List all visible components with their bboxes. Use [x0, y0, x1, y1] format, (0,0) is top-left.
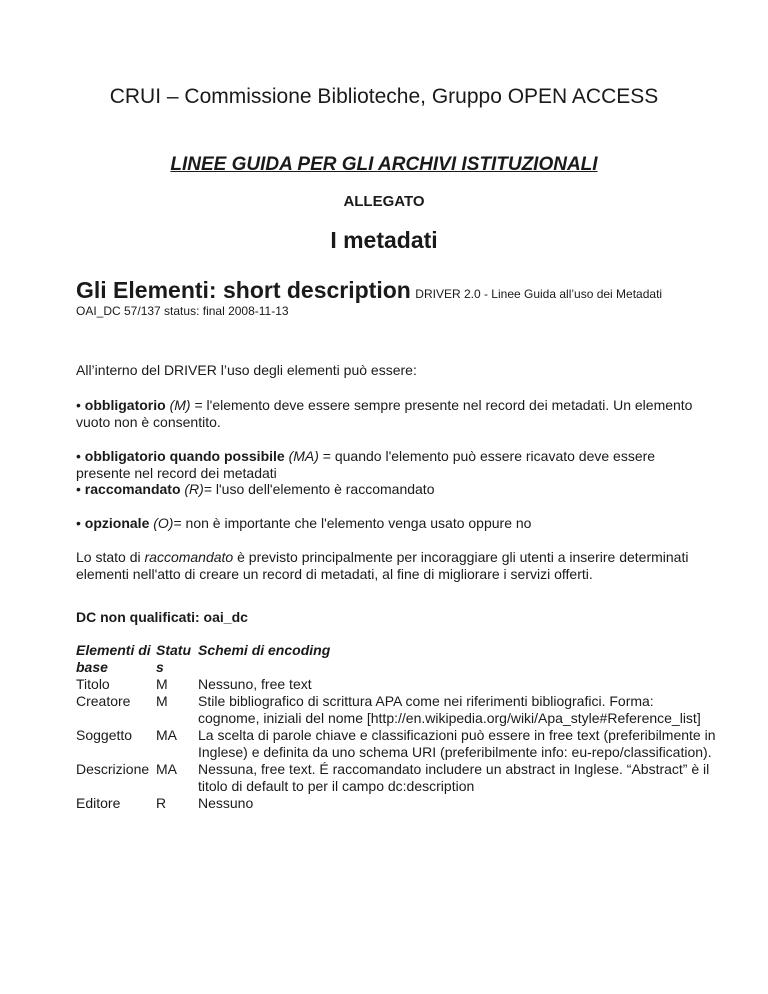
- intro-paragraph: All’interno del DRIVER l’uso degli elementi può essere:: [76, 362, 417, 378]
- bullet: •: [76, 515, 81, 531]
- status-term: opzionale: [84, 515, 150, 531]
- table-header-row: [76, 642, 716, 676]
- allegato-label: ALLEGATO: [343, 193, 425, 210]
- cell-schema: Nessuna, free text. É raccomandato includere un abstract in Inglese. “Abstract” è il titolo di default to per il campo dc:description: [198, 761, 710, 794]
- document-title: LINEE GUIDA PER GLI ARCHIVI ISTITUZIONALI: [170, 154, 598, 175]
- status-item-mandatory-if-applicable: [76, 448, 706, 482]
- recommended-note-paragraph: [76, 549, 706, 583]
- status-description: = l'uso dell'elemento è raccomandato: [203, 481, 435, 497]
- status-term: obbligatorio: [84, 397, 166, 413]
- section-heading-line: [76, 277, 716, 307]
- status-description: = non è importante che l'elemento venga usato oppure no: [173, 515, 532, 531]
- status-term: raccomandato: [84, 481, 181, 497]
- note-text: Lo stato di: [76, 549, 145, 565]
- table-row: [76, 693, 716, 727]
- status-term: obbligatorio quando possibile: [84, 448, 285, 464]
- table-row: [76, 727, 716, 761]
- document-subtitle: I metadati: [330, 227, 438, 253]
- cell-status: M: [156, 693, 168, 709]
- section-reference: DRIVER 2.0 - Linee Guida all’uso dei Metadati: [415, 287, 663, 301]
- cell-schema: Nessuno, free text: [198, 676, 312, 692]
- organization-line: CRUI – Commissione Biblioteche, Gruppo OPEN ACCESS: [109, 85, 659, 108]
- table-title: DC non qualificati: oai_dc: [76, 609, 248, 625]
- table-row: [76, 761, 716, 795]
- cell-element: Descrizione: [76, 761, 150, 777]
- status-item-mandatory: [76, 397, 706, 431]
- cell-element: Editore: [76, 795, 121, 811]
- cell-schema: La scelta di parole chiave e classificazioni può essere in free text (preferibilmente in Inglese) e definita da uno schema URI (preferibilmente info: eu-repo/classification).: [198, 727, 716, 760]
- status-description: = l'elemento deve essere sempre presente nel record dei metadati. Un elemento vuoto non è consentito.: [76, 397, 693, 430]
- note-text: è previsto principalmente per incoraggiare gli utenti a inserire determinati elementi nell'atto di creare un record di metadati, al fine di migliorare i servizi offerti.: [76, 549, 689, 582]
- header-status: Statu s: [156, 642, 191, 675]
- section-heading: Gli Elementi: short description: [76, 277, 411, 303]
- status-code: (O): [153, 515, 174, 531]
- cell-schema: Nessuno: [198, 795, 254, 811]
- bullet: •: [76, 481, 81, 497]
- elements-table: [76, 642, 716, 812]
- cell-element: Creatore: [76, 693, 131, 709]
- cell-status: R: [156, 795, 167, 811]
- status-code: (R): [184, 481, 204, 497]
- bullet: •: [76, 397, 81, 413]
- status-item-optional: [76, 515, 706, 532]
- table-row: [76, 795, 716, 812]
- cell-element: Titolo: [76, 676, 110, 692]
- status-description: = quando l'elemento può essere ricavato deve essere presente nel record dei metadati: [76, 448, 656, 481]
- status-code: (M): [169, 397, 191, 413]
- section-reference-status: OAI_DC 57/137 status: final 2008-11-13: [76, 304, 289, 318]
- cell-status: MA: [156, 761, 177, 777]
- note-italic-term: raccomandato: [144, 549, 234, 565]
- status-code: (MA): [288, 448, 319, 464]
- cell-schema: Stile bibliografico di scrittura APA come nei riferimenti bibliografici. Forma: cognome, iniziali del nome [http://en.wikipedia.org/wiki/Apa_style#Reference_list]: [198, 693, 701, 726]
- table-row: [76, 676, 716, 693]
- cell-status: M: [156, 676, 168, 692]
- bullet: •: [76, 448, 81, 464]
- cell-element: Soggetto: [76, 727, 133, 743]
- cell-status: MA: [156, 727, 177, 743]
- status-item-recommended: [76, 481, 706, 498]
- header-schema: Schemi di encoding: [198, 642, 331, 658]
- header-element: Elementi di base: [76, 642, 151, 675]
